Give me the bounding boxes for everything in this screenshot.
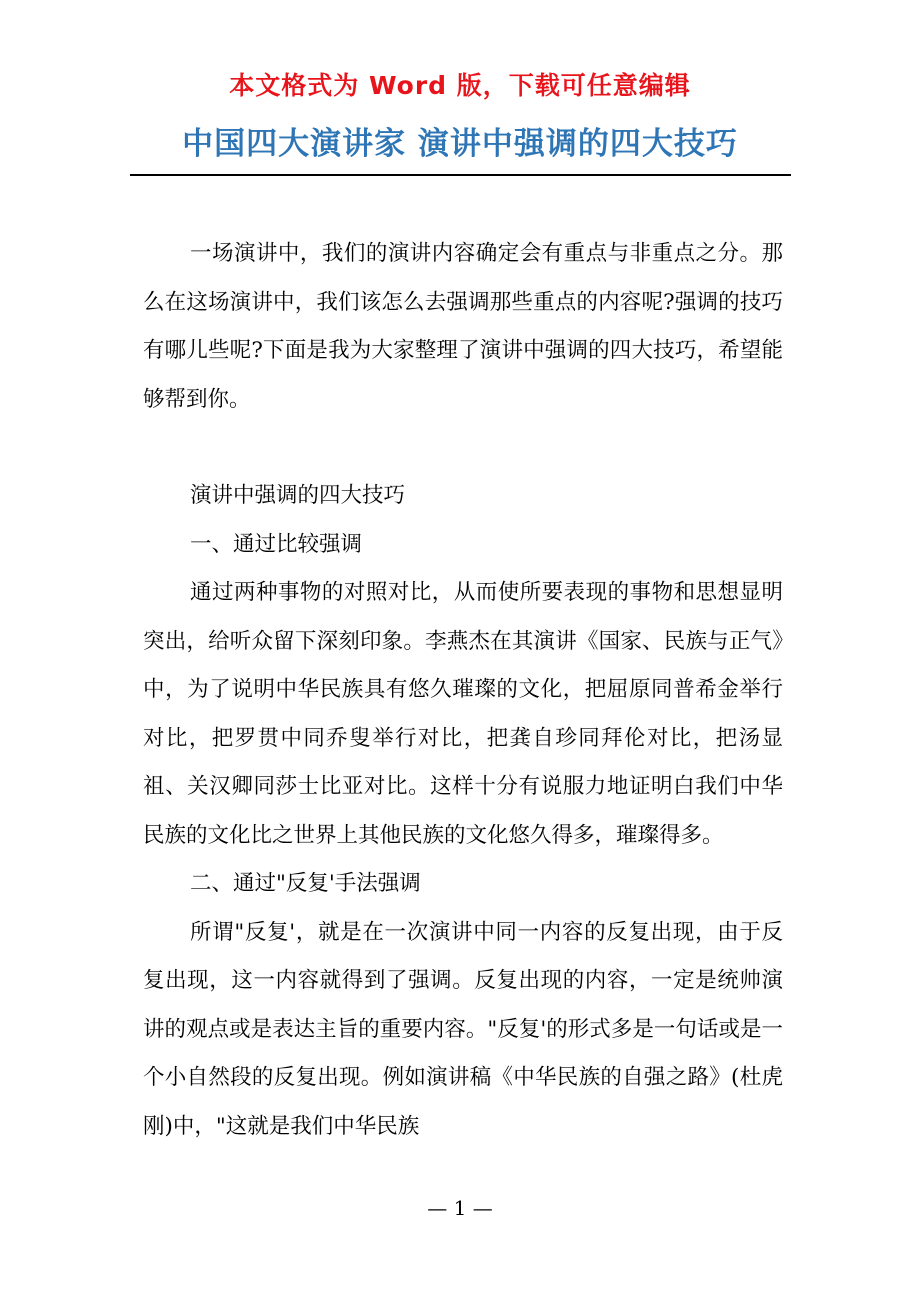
heading-comparison: 一、通过比较强调 <box>190 531 363 557</box>
heading-repetition: 二、通过"反复'手法强调 <box>190 871 421 896</box>
repetition-paragraph: 所谓"反复'，就是在一次演讲中同一内容的反复出现，由于反复出现，这一内容就得到了强调。反复出现的内容，一定是统帅演讲的观点或是表达主旨的重要内容。"反复'的形式多是一句话或是一个小自然段的反复出现。例如演讲稿《中华民族的自强之路》(杜虎刚)中，"这就是我们中华民族 <box>143 919 783 1139</box>
document-body <box>143 230 783 1151</box>
comparison-paragraph: 通过两种事物的对照对比，从而使所要表现的事物和思想显明突出，给听众留下深刻印象。李燕杰在其演讲《国家、民族与正气》中，为了说明中华民族具有悠久璀璨的文化，把屈原同普希金举行对比，把罗贯中同乔叟举行对比，把龚自珍同拜伦对比，把汤显祖、关汉卿同莎士比亚对比。这样十分有说服力地证明白我们中华民族的文化比之世界上其他民族的文化悠久得多，璀璨得多。 <box>143 580 783 848</box>
intro-paragraph: 一场演讲中，我们的演讲内容确定会有重点与非重点之分。那么在这场演讲中，我们该怎么去强调那些重点的内容呢?强调的技巧有哪儿些呢?下面是我为大家整理了演讲中强调的四大技巧，希望能够帮到你。 <box>143 241 783 412</box>
section-heading: 演讲中强调的四大技巧 <box>190 483 406 508</box>
title-divider <box>130 174 791 176</box>
document-title: 中国四大演讲家 演讲中强调的四大技巧 <box>182 126 738 162</box>
format-notice-banner: 本文格式为 Word 版，下载可任意编辑 <box>229 71 691 100</box>
paragraph-spacer <box>143 424 783 472</box>
page-number: — 1 — <box>427 1196 493 1220</box>
